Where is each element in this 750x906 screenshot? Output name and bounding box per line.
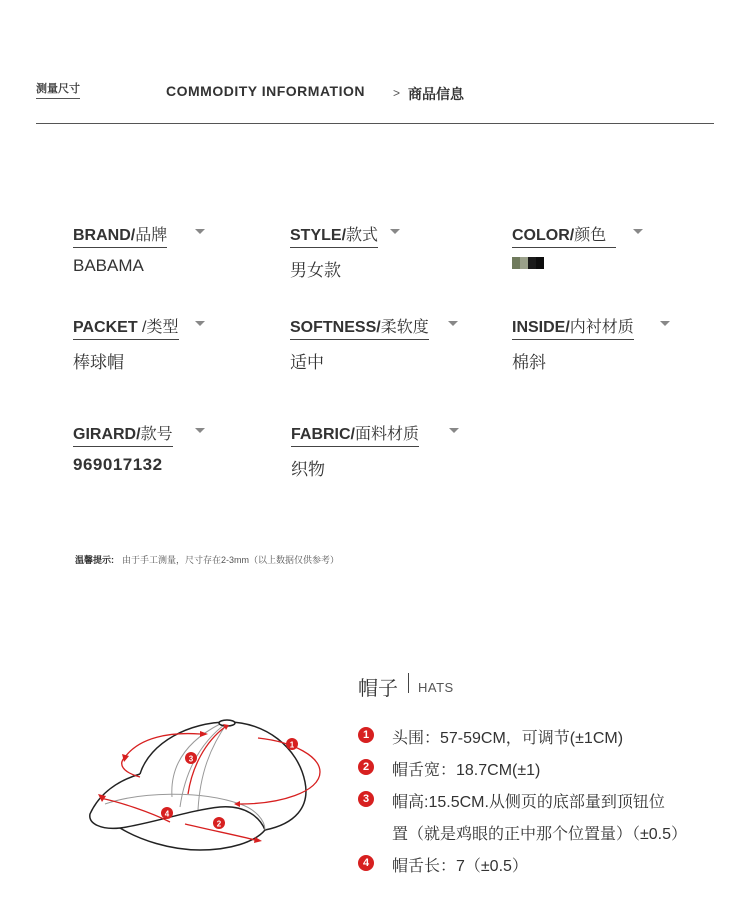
color-swatch (528, 257, 536, 269)
attr-inside-value: 棉斜 (512, 353, 546, 372)
attr-fabric-head (291, 421, 419, 447)
spec-cap-height: 帽高:15.5CM.从侧页的底部量到顶钮位 (392, 794, 665, 811)
spec-cap-height-cont: 置（就是鸡眼的正中那个位置量）（±0.5） (392, 826, 688, 843)
attr-fabric-cn: 面料材质 (355, 426, 420, 443)
hats-title: 帽子 (358, 678, 398, 700)
title-divider (408, 673, 409, 693)
attr-fabric-value: 织物 (291, 460, 325, 479)
attr-style (290, 222, 490, 281)
spec-number: 2 (358, 759, 374, 775)
marker-4: 4 (164, 809, 170, 819)
spec-brim-width: 帽舌宽：18.7CM(±1) (392, 762, 541, 779)
attr-fabric-en: FABRIC/ (291, 426, 355, 443)
spec-number: 4 (358, 855, 374, 871)
attr-softness-head (290, 314, 429, 340)
cap-diagram (80, 712, 340, 862)
attr-softness-en: SOFTNESS/ (290, 319, 381, 336)
attr-girard-en: GIRARD/ (73, 426, 141, 443)
title-separator: > (393, 86, 401, 100)
attr-packet (73, 314, 273, 373)
chevron-down-icon[interactable] (195, 428, 205, 433)
spec-number: 3 (358, 791, 374, 807)
hats-title-en: HATS (418, 680, 454, 695)
spec-number: 1 (358, 727, 374, 743)
note-text: 由于手工测量，尺寸存在2-3mm（以上数据仅供参考） (122, 555, 340, 565)
attr-softness (290, 314, 490, 373)
attr-packet-en: PACKET (73, 319, 138, 336)
color-swatches (512, 257, 712, 269)
attr-packet-cn: /类型 (137, 319, 179, 336)
marker-3: 3 (188, 754, 194, 764)
attr-brand-head (73, 222, 167, 248)
cap-outline (90, 720, 306, 850)
attr-packet-head (73, 314, 179, 340)
attr-girard-cn: 款号 (140, 426, 173, 443)
chevron-down-icon[interactable] (633, 229, 643, 234)
chevron-down-icon[interactable] (449, 428, 459, 433)
attr-color-cn: 颜色 (574, 227, 607, 244)
arrow-heads (98, 724, 262, 843)
attr-color-head (512, 222, 616, 248)
attr-girard (73, 421, 273, 475)
color-swatch (520, 257, 528, 269)
measure-label: 测量尺寸 (36, 80, 80, 99)
color-swatch (536, 257, 544, 269)
chevron-down-icon[interactable] (390, 229, 400, 234)
attr-color-en: COLOR/ (512, 227, 575, 244)
attr-inside-en: INSIDE/ (512, 319, 570, 336)
attr-style-en: STYLE/ (290, 227, 347, 244)
attr-softness-cn: 柔软度 (380, 319, 429, 336)
attr-brand-en: BRAND/ (73, 227, 136, 244)
attr-style-value: 男女款 (290, 261, 341, 280)
spec-brim-length: 帽舌长：7（±0.5） (392, 858, 528, 875)
attr-brand-cn: 品牌 (135, 227, 168, 244)
diagram-markers (161, 738, 298, 829)
marker-1: 1 (289, 740, 295, 750)
header-divider (36, 123, 714, 124)
attr-girard-value: 969017132 (73, 455, 163, 474)
chevron-down-icon[interactable] (660, 321, 670, 326)
attr-packet-value: 棒球帽 (73, 353, 124, 372)
attr-style-cn: 款式 (346, 227, 379, 244)
section-title: COMMODITY INFORMATION (166, 83, 365, 99)
note-label: 温馨提示: (75, 555, 114, 565)
section-title-cn: 商品信息 (408, 86, 464, 102)
spec-head-circumference: 头围：57-59CM，可调节(±1CM) (392, 730, 624, 747)
attr-girard-head (73, 421, 173, 447)
attr-color (512, 222, 712, 269)
attr-brand (73, 222, 273, 276)
measure-note (75, 553, 339, 566)
marker-2: 2 (216, 819, 222, 829)
chevron-down-icon[interactable] (448, 321, 458, 326)
attr-softness-value: 适中 (290, 353, 324, 372)
attr-inside-cn: 内衬材质 (569, 319, 634, 336)
chevron-down-icon[interactable] (195, 229, 205, 234)
attr-fabric (291, 421, 491, 480)
attr-style-head (290, 222, 378, 248)
attr-inside (512, 314, 712, 373)
chevron-down-icon[interactable] (195, 321, 205, 326)
attr-brand-value: BABAMA (73, 256, 144, 275)
attr-inside-head (512, 314, 634, 340)
color-swatch (512, 257, 520, 269)
